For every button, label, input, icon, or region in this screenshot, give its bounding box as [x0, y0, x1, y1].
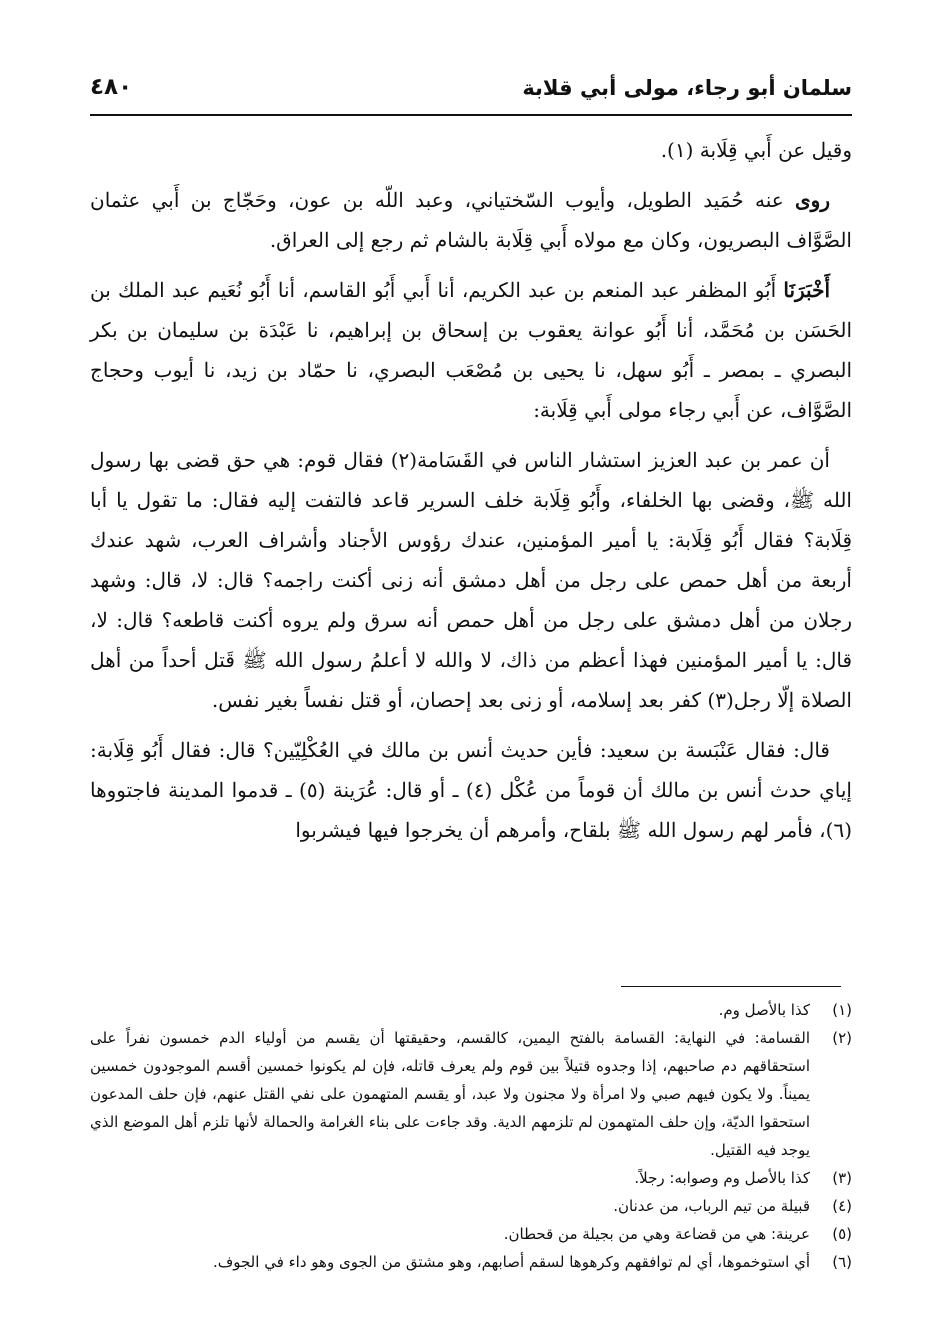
footnote [90, 1248, 852, 1276]
footnote-separator [621, 986, 841, 987]
running-title: سلمان أبو رجاء، مولى أبي قلابة [522, 76, 852, 100]
header-rule [90, 114, 852, 116]
footnote-text: قبيلة من تيم الرباب، من عدنان. [613, 1197, 810, 1215]
footnote-text: عرينة: هي من قضاعة وهي من بجيلة من قحطان. [503, 1225, 810, 1243]
footnote-text: كذا بالأصل وم. [718, 1001, 810, 1019]
page-number: ٤٨٠ [90, 74, 133, 100]
footnote [90, 996, 852, 1024]
paragraph-1: وقيل عن أَبي قِلَابة (١). [660, 138, 852, 162]
page-header [90, 70, 852, 110]
paragraph-3-text: أَبُو المظفر عبد المنعم بن عبد الكريم، أنا أَبي أَبُو القاسم، أنا أَبُو نُعَيم عبد الملك بن الحَسَن بن مُحَمَّد، أنا أَبُو عوانة يعقوب بن إسحاق بن إبراهيم، نا عَبْدَة بن سليمان بن بكر البصري ـ بمصر ـ أَبُو سهل، نا يحيى بن مُصْعَب البصري، نا حمّاد بن زيد، نا أيوب وحجاج الصَّوَّاف، عن أَبي رجاء مولى أَبي قِلَابة: [90, 278, 852, 422]
footnote [90, 1164, 852, 1192]
paragraph-2 [90, 180, 852, 260]
main-text [90, 130, 852, 860]
footnotes [90, 996, 852, 1276]
footnote-number: (٤) [832, 1197, 852, 1215]
footnote-text: أي استوخموها، أي لم توافقهم وكرهوها لسقم أصابهم، وهو مشتق من الجوى وهو داء في الجوف. [212, 1253, 810, 1271]
footnote-number: (٣) [832, 1169, 852, 1187]
footnote-text: القسامة: في النهاية: القسامة بالفتح اليمين، كالقسم، وحقيقتها أن يقسم من أولياء الدم خمسون نفراً على استحقاقهم دم صاحبهم، إذا وجدوه قتيلاً بين قوم ولم يعرف قاتله، فإن لم يكونوا خمسين أقسم الموجودون خمسين يميناً. ولا يكون فيهم صبي ولا امرأة ولا مجنون ولا عبد، أو يقسم المتهمون على نفي القتل عنهم، فإن حلف المدعون استحقوا الديّة، وإن حلف المتهمون لم تلزمهم الدية. وقد جاءت على بناء الغرامة والحمالة لأنها تلزم أهل الموضع الذي يوجد فيه القتيل. [90, 1029, 810, 1159]
footnote [90, 1220, 852, 1248]
paragraph-3 [90, 270, 852, 430]
paragraph-2-text: عنه حُمَيد الطويل، وأيوب السّختياني، وعبد اللّه بن عون، وحَجّاج بن أَبي عثمان الصَّوَّاف البصريون، وكان مع مولاه أَبي قِلَابة بالشام ثم رجع إلى العراق. [90, 188, 852, 252]
footnote-number: (٥) [832, 1225, 852, 1243]
footnote-number: (٦) [832, 1253, 852, 1271]
footnote-number: (٢) [832, 1029, 852, 1047]
paragraph-5: قال: فقال عَنْبَسة بن سعيد: فأين حديث أنس بن مالك في العُكْلِيّين؟ قال: فقال أَبُو قِلَابة: إياي حدث أنس بن مالك أن قوماً من عُكْل (٤) ـ أو قال: عُرَينة (٥) ـ قدموا المدينة فاجتووها (٦)، فأمر لهم رسول الله ﷺ بلقاح، وأمرهم أن يخرجوا فيها فيشربوا [90, 738, 852, 842]
footnote [90, 1024, 852, 1164]
footnote [90, 1192, 852, 1220]
paragraph-4: أن عمر بن عبد العزيز استشار الناس في القَسَامة(٢) فقال قوم: هي حق قضى بها رسول الله ﷺ، وقضى بها الخلفاء، وأَبُو قِلَابة خلف السرير قاعد فالتفت إليه فقال: ما تقول يا أبا قِلَابة؟ فقال أَبُو قِلَابة: يا أمير المؤمنين، عندك رؤوس الأجناد وأشراف العرب، شهد عندك أربعة من أهل حمص على رجل من أهل دمشق أنه زنى أكنت راجمه؟ قال: لا، قال: وشهد رجلان من أهل دمشق على رجل من أهل حمص أنه سرق ولم يروه أكنت قاطعه؟ قال: لا، قال: يا أمير المؤمنين فهذا أعظم من ذاك، لا والله لا أعلمُ رسول الله ﷺ قَتل أحداً من أهل الصلاة إلّا رجل(٣) كفر بعد إسلامه، أو زنى بعد إحصان، أو قتل نفساً بغير نفس. [90, 448, 852, 712]
footnote-number: (١) [832, 1001, 852, 1019]
paragraph-2-lead: روى [795, 188, 831, 212]
footnote-text: كذا بالأصل وم وصوابه: رجلاً. [634, 1169, 810, 1187]
paragraph-3-lead: أَخْبَرَنَا [783, 278, 830, 302]
